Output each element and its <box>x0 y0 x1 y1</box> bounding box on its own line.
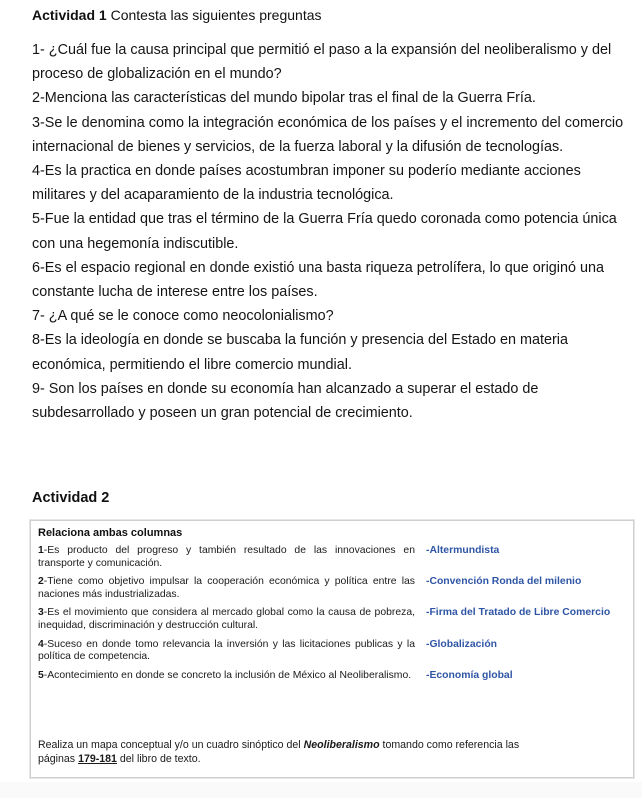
instruction-pages: 179-181 <box>78 753 117 765</box>
matching-left-item <box>38 576 415 601</box>
matching-row <box>38 545 626 570</box>
activity-2-title: Actividad 2 <box>32 490 110 506</box>
item-text: -Suceso en donde tomo relevancia la inversión y las licitaciones publicas y la política de competencia. <box>38 638 415 663</box>
question-9: 9- Son los países en donde su economía han alcanzado a superar el estado de subdesarrollado y poseen un gran potencial de crecimiento. <box>32 380 539 422</box>
matching-row <box>38 607 626 632</box>
question-2: 2-Menciona las características del mundo bipolar tras el final de la Guerra Fría. <box>32 90 536 107</box>
item-number: 4 <box>38 638 44 650</box>
item-text: -Es el movimiento que considera al mercado global como la causa de pobreza, inequidad, discriminación y destrucción cultural. <box>38 607 415 631</box>
question-4: 4-Es la practica en donde países acostumbran imponer su poderío mediante acciones militares y del acaparamiento de la industria tecnológica. <box>32 163 581 204</box>
question-5: 5-Fue la entidad que tras el término de la Guerra Fría quedo coronada como potencia única con una hegemonía indiscutible. <box>32 211 617 252</box>
item-text: -Es producto del progreso y también resultado de las innovaciones en transporte y comunicación. <box>38 545 415 569</box>
matching-left-item <box>38 639 415 664</box>
matching-row <box>38 670 626 683</box>
question-3: 3-Se le denomina como la integración económica de los países y el incremento del comercio internacional de bienes y servicios, de la fuerza laboral y la difusión de tecnologías. <box>32 114 624 155</box>
activity-1-title-rest: Contesta las siguientes preguntas <box>106 7 322 23</box>
question-7: 7- ¿A qué se le conoce como neocolonialismo? <box>32 308 334 325</box>
matching-row <box>38 639 626 664</box>
instruction-text: tomando como referencia las páginas <box>38 739 520 765</box>
matching-left-item <box>38 670 415 683</box>
activity-1-title-bold: Actividad 1 <box>32 7 107 23</box>
instruction-text: del libro de texto. <box>116 753 201 765</box>
bottom-margin <box>0 782 642 798</box>
matching-card-title: Relaciona ambas columnas <box>38 527 183 539</box>
question-1: 1- ¿Cuál fue la causa principal que permitió el paso a la expansión del neoliberalismo y del proceso de globalización en el mundo? <box>32 42 612 83</box>
activity-1-title <box>32 6 630 24</box>
concept-map-instruction <box>38 738 558 766</box>
matching-right-option: -Economía global <box>426 669 513 681</box>
matching-left-item <box>38 607 415 632</box>
matching-right-option: -Firma del Tratado de Libre Comercio <box>426 607 611 619</box>
item-number: 3 <box>38 607 44 619</box>
matching-card <box>30 520 634 778</box>
instruction-text: Realiza un mapa conceptual y/o un cuadro sinóptico del <box>38 739 304 751</box>
item-number: 1 <box>38 545 44 556</box>
item-text: -Tiene como objetivo impulsar la cooperación económica y política entre las naciones más industrializadas. <box>38 576 415 600</box>
question-6: 6-Es el espacio regional en donde existió una basta riqueza petrolífera, lo que originó una constante lucha de interese entre los países. <box>32 259 605 301</box>
instruction-term: Neoliberalismo <box>303 739 380 751</box>
item-number: 5 <box>38 669 44 681</box>
matching-right-option: -Globalización <box>426 638 498 650</box>
item-text: -Acontecimiento en donde se concreto la inclusión de México al Neoliberalismo. <box>43 669 412 681</box>
matching-row <box>38 576 626 601</box>
question-8: 8-Es la ideología en donde se buscaba la función y presencia del Estado en materia económica, permitiendo el libre comercio mundial. <box>32 332 569 373</box>
matching-right-option: -Convención Ronda del milenio <box>426 576 582 588</box>
matching-right-option: -Altermundista <box>426 545 500 556</box>
item-number: 2 <box>38 576 44 588</box>
matching-left-item <box>38 545 415 570</box>
